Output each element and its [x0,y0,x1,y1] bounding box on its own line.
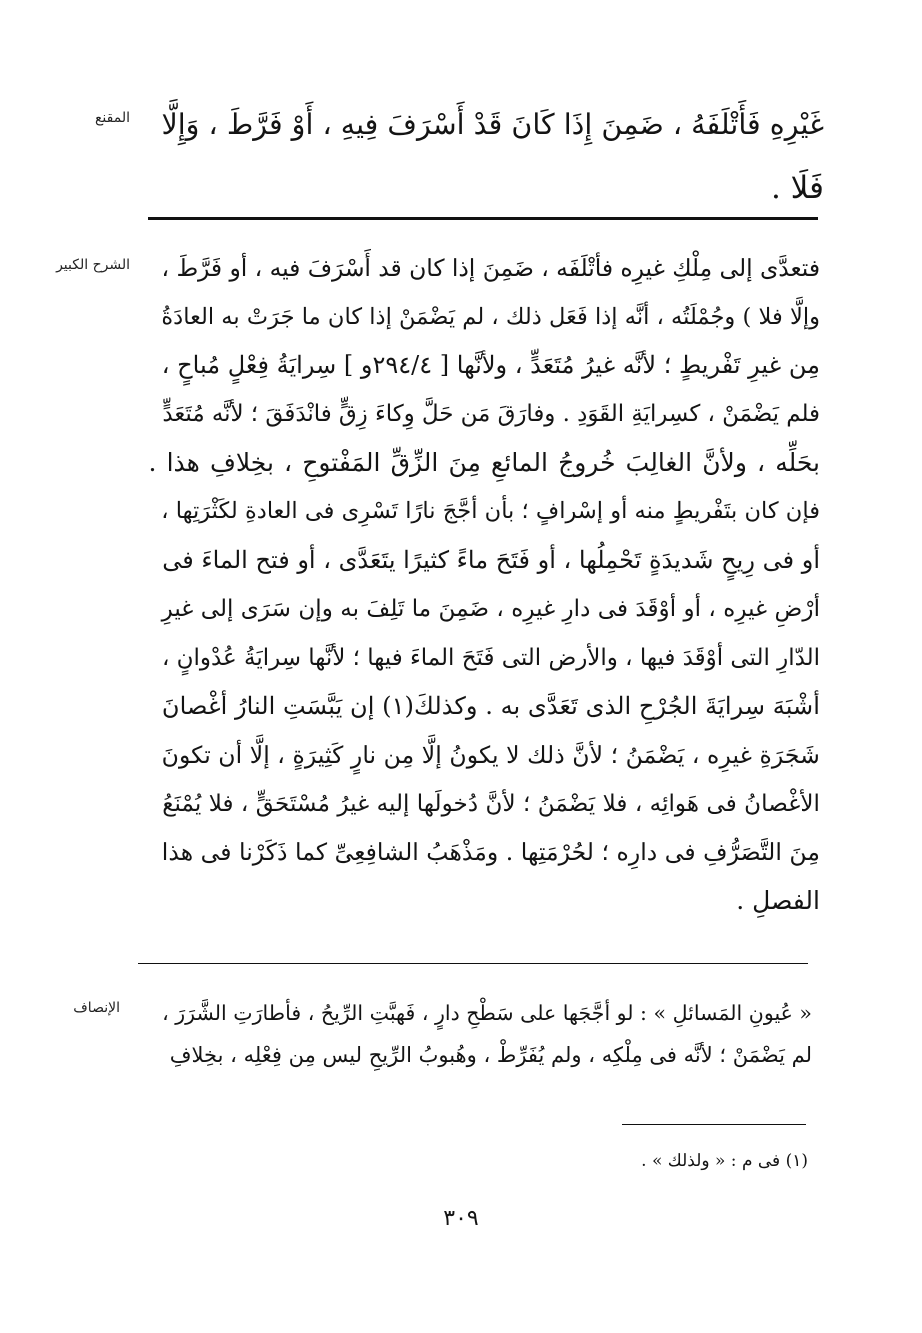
sharh-line: الأغْصانُ فى هَوائِه ، فلا يَضْمَنُ ؛ لأنَّ دُخولَها إليه غيرُ مُسْتَحَقٍّ ، فلا يُمْنَعُ [162,790,820,817]
sharh-line: الدّارِ التى أوْقَدَ فيها ، والأرض التى فَتَحَ الماءَ فيها ؛ لأنَّها سِرايَةُ عُدْوانٍ ، [161,644,820,671]
sharh-line: الفصلِ . [736,885,820,915]
sharh-label: الشرح الكبير [56,257,130,273]
section-divider-thick [148,217,818,220]
footnote-divider [622,1124,806,1125]
sharh-line: أرْضِ غيرِه ، أو أوْقَدَ فى دارِ غيرِه ، ضَمِنَ ما تَلِفَ به وإن سَرَى إلى غيرِ [161,595,820,622]
sharh-line: مِنَ التَّصَرُّفِ فى دارِه ؛ لحُرْمَتِها . ومَذْهَبُ الشافِعِىِّ كما ذَكَرْنا فى هذا [161,838,820,867]
footnote-text: (١) فى م : « ولذلك » . [641,1151,808,1171]
sharh-line: شَجَرَةِ غيرِه ، يَضْمَنُ ؛ لأنَّ ذلك لا يكونُ إلَّا مِن نارٍ كَثِيرَةٍ ، إلَّا أن تكونَ [161,740,820,769]
sharh-line: فإن كان بتَفْريطٍ منه أو إسْرافٍ ؛ بأن أجَّجَ نارًا تَسْرِى فى العادةِ لكَثْرَتِها ، [161,498,820,525]
muqni-label: المقنع [94,110,130,126]
insaf-label: الإنصاف [73,1000,120,1016]
sharh-text [148,244,820,926]
muqni-line: فَلَا . [770,170,824,206]
sharh-line: فلم يَضْمَنْ ، كسِرايَةِ القَوَدِ . وفارَقَ مَن حَلَّ وِكاءَ زِقٍّ فانْدَفَقَ ؛ لأنَّه مُتَعَدٍّ [162,401,820,428]
insaf-line: « عُيونِ المَسائلِ » : لو أجَّجَها على سَطْحِ دارٍ ، فَهبَّتِ الرِّيحُ ، فأطارَتِ الشَّرَرَ ، [162,1001,812,1025]
sharh-line: فتعدَّى إلى مِلْكِ غيرِه فأتْلَفَه ، ضَمِنَ إذا كان قد أَسْرَفَ فيه ، أو فَرَّطَ ، [161,254,820,282]
muqni-text [148,92,824,220]
muqni-line: غَيْرِهِ فَأَتْلَفَهُ ، ضَمِنَ إِذَا كَانَ قَدْ أَسْرَفَ فِيهِ ، أَوْ فَرَّطَ ، وَإِلَّا [161,107,824,141]
sharh-line: بحَلِّه ، ولأنَّ الغالِبَ خُروجُ المائعِ مِنَ الزِّقِّ المَفْتوحِ ، بخِلافِ هذا . [148,447,820,477]
insaf-text [148,992,812,1076]
insaf-line: لم يَضْمَنْ ؛ لأنَّه فى مِلْكِه ، ولم يُفَرِّطْ ، وهُبوبُ الرِّيحِ ليس مِن فِعْلِه ، بخِلافِ [169,1043,812,1067]
sharh-line: مِن غيرِ تَفْريطٍ ؛ لأنَّه غيرُ مُتَعَدٍّ ، ولأنَّها [ ٢٩٤/٤و ] سِرايَةُ فِعْلٍ مُباحٍ ، [161,351,820,380]
page-number: ٣٠٩ [443,1206,479,1231]
footnote [560,1148,808,1174]
sharh-line: أو فى رِيحٍ شَديدَةٍ تَحْمِلُها ، أو فَتَحَ ماءً كثيرًا يتَعَدَّى ، أو فتح الماءَ فى [162,546,820,575]
sharh-line: أشْبَهَ سِرايَةَ الجُرْحِ الذى تَعَدَّى به . وكذلكَ(١) إن يَبَّسَتِ النارُ أغْصانَ [161,692,820,721]
section-divider-thin [138,963,808,964]
sharh-line: وإلَّا فلا ) وجُمْلَتُه ، أنَّه إذا فَعَل ذلك ، لم يَضْمَنْ إذا كان ما جَرَتْ به العادَةُ [161,303,820,330]
